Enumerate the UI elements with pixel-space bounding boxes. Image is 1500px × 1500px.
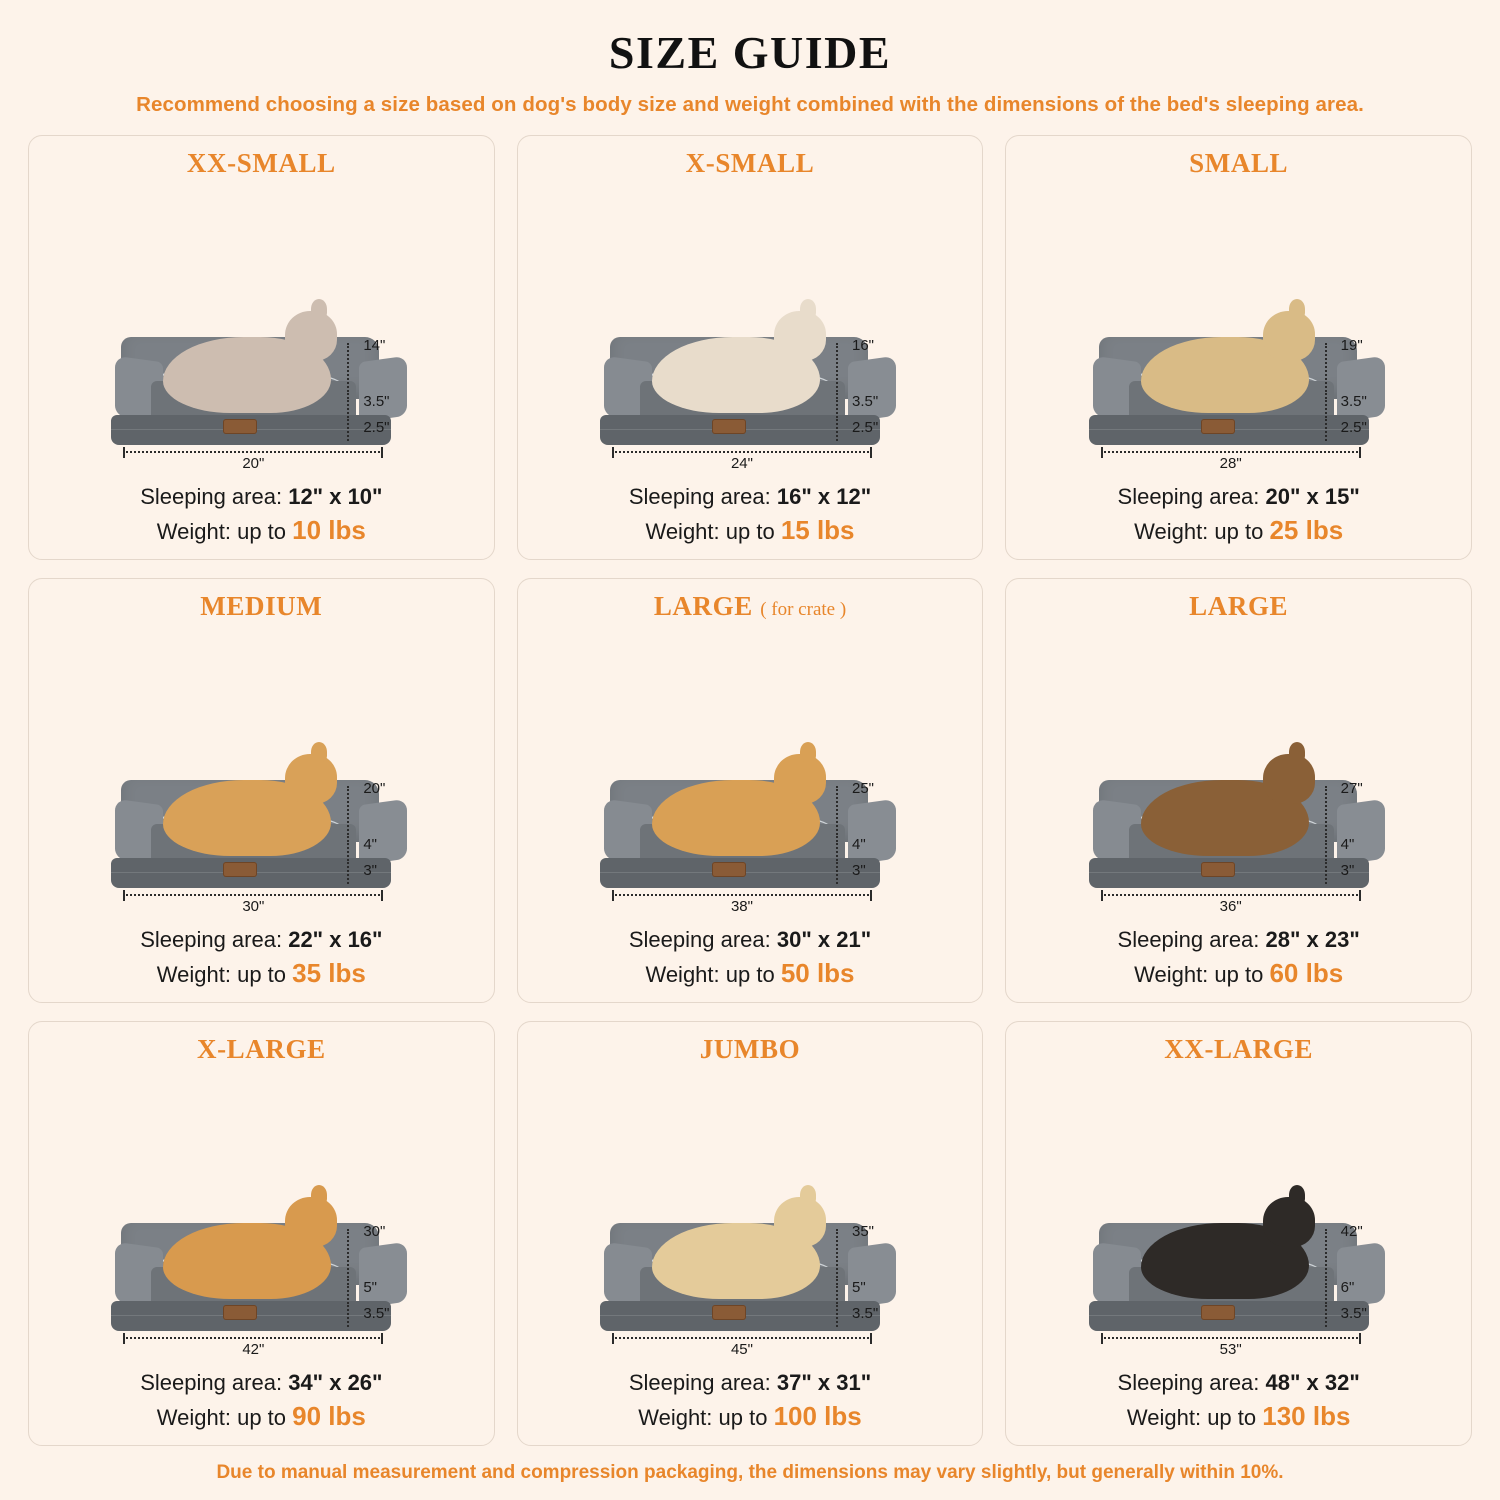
sleeping-area-line — [1016, 1367, 1461, 1398]
dim-width: 30" — [236, 898, 270, 915]
size-card-title — [700, 1034, 801, 1065]
dim-width-line — [1101, 1337, 1361, 1357]
dog-illustration-icon — [1141, 337, 1309, 413]
dim-base: 3" — [1340, 861, 1355, 879]
dim-base: 2.5" — [1340, 418, 1367, 436]
bed-right-bolster — [848, 355, 896, 422]
dim-width-line — [612, 894, 872, 914]
bed-right-bolster — [1337, 355, 1385, 422]
dim-width: 24" — [725, 455, 759, 472]
size-card-name: SMALL — [1189, 148, 1289, 178]
dim-depth: 16" — [851, 336, 874, 354]
size-card-specs — [528, 924, 973, 992]
weight-value: 35 lbs — [292, 958, 366, 989]
bed-right-bolster — [359, 798, 407, 865]
dim-depth: 35" — [851, 1222, 874, 1240]
sleeping-area-value: 28" x 23" — [1265, 926, 1360, 952]
dim-width: 36" — [1214, 898, 1248, 915]
brand-tag-icon — [1201, 1305, 1235, 1320]
brand-tag-icon — [712, 862, 746, 877]
dog-illustration-icon — [163, 1223, 331, 1299]
dim-base: 3.5" — [363, 1304, 390, 1322]
dim-width-line — [612, 1337, 872, 1357]
bed-right-bolster — [359, 1241, 407, 1308]
bed-illustration — [1016, 181, 1461, 479]
weight-label: Weight: up to — [156, 519, 287, 545]
weight-value: 90 lbs — [292, 1401, 366, 1432]
size-card-name: LARGE — [653, 591, 753, 621]
sleeping-area-label: Sleeping area: — [140, 926, 283, 952]
weight-line — [39, 512, 484, 549]
dim-bolster: 6" — [1340, 1278, 1355, 1296]
dim-base: 3.5" — [1340, 1304, 1367, 1322]
sleeping-area-value: 22" x 16" — [288, 926, 383, 952]
bed-illustration — [39, 181, 484, 479]
dim-width: 45" — [725, 1341, 759, 1358]
size-card-title — [654, 591, 846, 622]
weight-value: 50 lbs — [780, 958, 855, 989]
dim-base: 2.5" — [363, 418, 390, 436]
brand-tag-icon — [1201, 419, 1235, 434]
bed-illustration — [1016, 1067, 1461, 1365]
dim-depth: 20" — [363, 779, 386, 797]
size-card — [1005, 578, 1472, 1003]
size-card — [28, 135, 495, 560]
size-card-title — [1164, 1034, 1313, 1065]
size-card-title — [200, 591, 322, 622]
size-card-name: LARGE — [1189, 591, 1289, 621]
weight-value: 130 lbs — [1262, 1401, 1351, 1432]
dim-width-line — [1101, 894, 1361, 914]
weight-value: 25 lbs — [1269, 515, 1344, 546]
brand-tag-icon — [223, 862, 257, 877]
size-card-title — [197, 1034, 326, 1065]
dog-illustration-icon — [652, 780, 820, 856]
weight-line — [528, 955, 973, 992]
size-card-grid — [28, 135, 1472, 1446]
sleeping-area-label: Sleeping area: — [1117, 483, 1260, 509]
sleeping-area-label: Sleeping area: — [628, 483, 771, 509]
dim-width-line — [123, 894, 383, 914]
brand-tag-icon — [223, 1305, 257, 1320]
weight-value: 100 lbs — [773, 1401, 862, 1432]
dim-depth: 30" — [363, 1222, 386, 1240]
sleeping-area-line — [528, 481, 973, 512]
weight-line — [528, 512, 973, 549]
weight-label: Weight: up to — [156, 962, 287, 988]
weight-line — [1016, 955, 1461, 992]
sleeping-area-value: 20" x 15" — [1265, 483, 1360, 509]
footer-note: Due to manual measurement and compression packaging, the dimensions may vary slightly, but generally within 10%. — [216, 1462, 1284, 1483]
dog-illustration-icon — [163, 780, 331, 856]
size-card — [28, 1021, 495, 1446]
sleeping-area-label: Sleeping area: — [140, 483, 283, 509]
bed-illustration — [1016, 624, 1461, 922]
size-card-name: XX-SMALL — [186, 148, 336, 178]
size-card-name: XX-LARGE — [1164, 1034, 1314, 1064]
dim-width-line — [1101, 451, 1361, 471]
size-card-specs — [1016, 1367, 1461, 1435]
weight-label: Weight: up to — [645, 519, 775, 545]
dim-width-line — [123, 451, 383, 471]
size-card-specs — [39, 1367, 484, 1435]
sleeping-area-label: Sleeping area: — [628, 926, 771, 952]
weight-value: 60 lbs — [1269, 958, 1344, 989]
size-card — [517, 578, 984, 1003]
dim-depth: 19" — [1340, 336, 1363, 354]
dim-bolster: 4" — [363, 835, 377, 853]
size-card-specs — [1016, 481, 1461, 549]
dog-illustration-icon — [652, 337, 820, 413]
dim-bolster: 3.5" — [1340, 392, 1367, 410]
dim-depth: 25" — [851, 779, 874, 797]
dim-width-line — [123, 1337, 383, 1357]
size-card-title — [1189, 591, 1288, 622]
dim-depth: 42" — [1340, 1222, 1363, 1240]
sleeping-area-label: Sleeping area: — [1117, 1369, 1260, 1395]
sleeping-area-line — [528, 1367, 973, 1398]
dog-illustration-icon — [652, 1223, 820, 1299]
bed-right-bolster — [1337, 1241, 1385, 1308]
size-card — [517, 135, 984, 560]
brand-tag-icon — [712, 419, 746, 434]
size-card-specs — [39, 481, 484, 549]
dim-base: 2.5" — [851, 418, 879, 436]
dim-width: 42" — [236, 1341, 270, 1358]
dim-base: 3.5" — [851, 1304, 879, 1322]
bed-right-bolster — [848, 1241, 896, 1308]
weight-value: 10 lbs — [292, 515, 366, 546]
dog-illustration-icon — [1141, 1223, 1309, 1299]
dim-width-line — [612, 451, 872, 471]
sleeping-area-value: 12" x 10" — [288, 483, 383, 509]
weight-line — [528, 1398, 973, 1435]
size-card-specs — [528, 1367, 973, 1435]
bed-right-bolster — [848, 798, 896, 865]
weight-label: Weight: up to — [638, 1405, 768, 1431]
size-card-title — [686, 148, 815, 179]
weight-label: Weight: up to — [1134, 519, 1264, 545]
page-subtitle: Recommend choosing a size based on dog's body size and weight combined with the dimensions of the bed's sleeping area. — [136, 93, 1364, 116]
sleeping-area-value: 16" x 12" — [776, 483, 872, 509]
size-card-specs — [528, 481, 973, 549]
dim-bolster: 5" — [851, 1278, 866, 1296]
weight-label: Weight: up to — [645, 962, 775, 988]
size-card — [1005, 1021, 1472, 1446]
bed-illustration — [528, 624, 973, 922]
dim-width: 20" — [236, 455, 270, 472]
sleeping-area-line — [1016, 481, 1461, 512]
sleeping-area-value: 37" x 31" — [776, 1369, 872, 1395]
dim-bolster: 5" — [363, 1278, 377, 1296]
dim-width: 28" — [1214, 455, 1248, 472]
size-card-specs — [1016, 924, 1461, 992]
weight-label: Weight: up to — [1134, 962, 1264, 988]
dim-depth: 27" — [1340, 779, 1363, 797]
brand-tag-icon — [223, 419, 257, 434]
size-card-name: X-LARGE — [196, 1034, 326, 1064]
sleeping-area-line — [39, 481, 484, 512]
bed-right-bolster — [359, 355, 407, 422]
size-card — [28, 578, 495, 1003]
sleeping-area-line — [528, 924, 973, 955]
weight-line — [39, 1398, 484, 1435]
bed-illustration — [528, 1067, 973, 1365]
size-card-title — [1189, 148, 1288, 179]
bed-illustration — [528, 181, 973, 479]
brand-tag-icon — [712, 1305, 746, 1320]
size-card-name: MEDIUM — [200, 591, 323, 621]
sleeping-area-value: 48" x 32" — [1265, 1369, 1360, 1395]
bed-illustration — [39, 1067, 484, 1365]
sleeping-area-label: Sleeping area: — [140, 1369, 283, 1395]
weight-line — [1016, 512, 1461, 549]
dim-depth: 14" — [363, 336, 386, 354]
size-card-name: X-SMALL — [685, 148, 815, 178]
size-card-note: ( for crate ) — [760, 599, 847, 620]
dog-illustration-icon — [163, 337, 331, 413]
sleeping-area-value: 34" x 26" — [288, 1369, 383, 1395]
page-title: SIZE GUIDE — [608, 27, 892, 78]
size-card-title — [187, 148, 336, 179]
dim-bolster: 3.5" — [363, 392, 390, 410]
sleeping-area-line — [1016, 924, 1461, 955]
size-card-specs — [39, 924, 484, 992]
dim-base: 3" — [363, 861, 377, 879]
dim-bolster: 4" — [1340, 835, 1355, 853]
dim-width: 38" — [725, 898, 759, 915]
sleeping-area-label: Sleeping area: — [1117, 926, 1260, 952]
dog-illustration-icon — [1141, 780, 1309, 856]
sleeping-area-line — [39, 1367, 484, 1398]
dim-base: 3" — [851, 861, 866, 879]
bed-illustration — [39, 624, 484, 922]
size-card — [517, 1021, 984, 1446]
size-card — [1005, 135, 1472, 560]
bed-right-bolster — [1337, 798, 1385, 865]
weight-label: Weight: up to — [1126, 1405, 1257, 1431]
dim-width: 53" — [1214, 1341, 1248, 1358]
sleeping-area-value: 30" x 21" — [776, 926, 872, 952]
weight-line — [39, 955, 484, 992]
dim-bolster: 3.5" — [851, 392, 879, 410]
brand-tag-icon — [1201, 862, 1235, 877]
weight-label: Weight: up to — [156, 1405, 287, 1431]
size-card-name: JUMBO — [699, 1034, 801, 1064]
weight-value: 15 lbs — [780, 515, 855, 546]
sleeping-area-label: Sleeping area: — [628, 1369, 771, 1395]
sleeping-area-line — [39, 924, 484, 955]
weight-line — [1016, 1398, 1461, 1435]
dim-bolster: 4" — [851, 835, 866, 853]
